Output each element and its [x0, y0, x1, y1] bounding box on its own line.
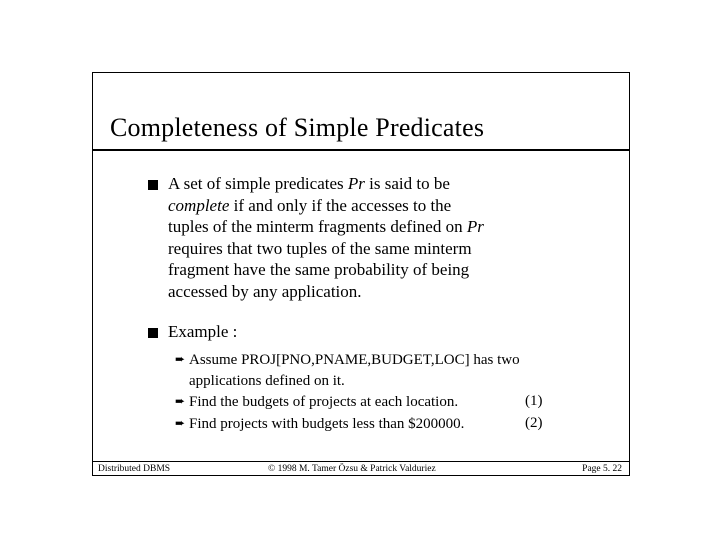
query-number: (2): [525, 414, 543, 431]
definition-line: requires that two tuples of the same minterm: [168, 238, 472, 258]
example-list: [175, 349, 615, 434]
pointing-hand-icon: ➨: [175, 394, 186, 408]
pointing-hand-icon: ➨: [175, 352, 186, 366]
list-item-text: Assume PROJ[PNO,PNAME,BUDGET,LOC] has two: [189, 352, 520, 368]
example-label: Example :: [168, 322, 238, 341]
definition-text: [168, 173, 588, 302]
list-item: [175, 391, 615, 413]
pointing-hand-icon: ➨: [175, 415, 186, 430]
slide-title: Completeness of Simple Predicates: [110, 113, 485, 142]
definition-line: complete if and only if the accesses to the: [168, 195, 452, 215]
completeness-definition: [148, 173, 588, 302]
list-item-text: Find projects with budgets less than $200000.: [189, 415, 465, 432]
list-item: [175, 413, 615, 435]
list-item-continuation: applications defined on it.: [189, 372, 345, 389]
definition-line: tuples of the minterm fragments defined on Pr: [168, 217, 484, 236]
footer-course: Distributed DBMS: [98, 464, 171, 474]
square-bullet-icon: [148, 328, 158, 338]
list-item-text: Find the budgets of projects at each location.: [189, 394, 459, 410]
list-item: [175, 349, 615, 371]
title-divider: [93, 149, 629, 151]
definition-line: A set of simple predicates Pr is said to be: [168, 174, 450, 193]
definition-line: fragment have the same probability of being: [168, 260, 470, 279]
definition-line: accessed by any application.: [168, 281, 362, 301]
query-number: (1): [525, 393, 543, 409]
example-heading: [148, 321, 588, 343]
footer-page-number: Page 5. 22: [582, 464, 622, 474]
square-bullet-icon: [148, 180, 158, 190]
footer-copyright: © 1998 M. Tamer Özsu & Patrick Valduriez: [268, 464, 436, 474]
slide-frame: [92, 72, 630, 476]
slide-footer: [92, 461, 630, 477]
